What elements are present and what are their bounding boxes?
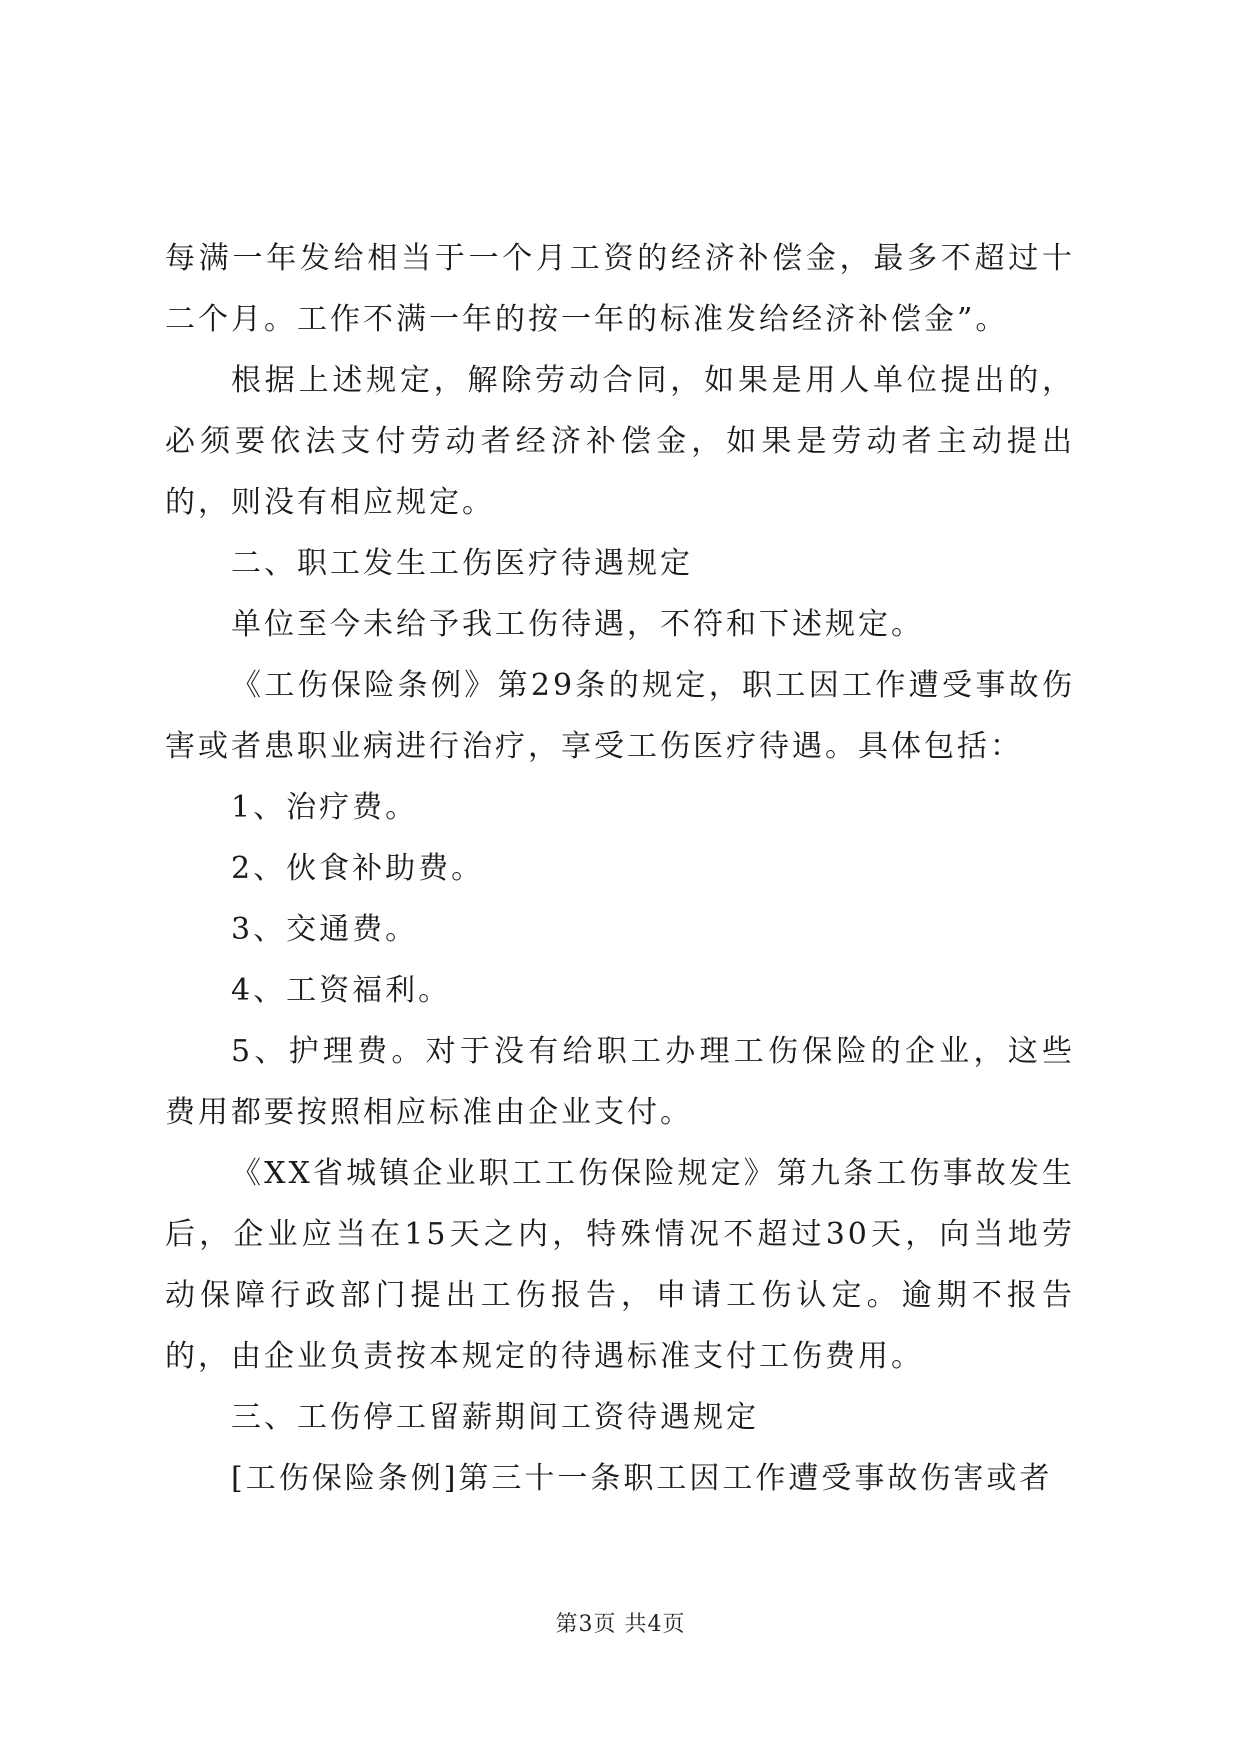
list-item-1: 1、治疗费。 (231, 790, 419, 825)
paragraph-6: [工伤保险条例]第三十一条职工因工作遭受事故伤害或者 (231, 1461, 1053, 1496)
paragraph-5: 《XX省城镇企业职工工伤保险规定》第九条工伤事故发生后，企业应当在15天之内，特殊情况不超过30天，向当地劳动保障行政部门提出工伤报告，申请工伤认定。逾期不报告的，由企业负责按本规定的待遇标准支付工伤费用。 (165, 1156, 1075, 1374)
document-body (165, 228, 1075, 1509)
paragraph-2: 根据上述规定，解除劳动合同，如果是用人单位提出的，必须要依法支付劳动者经济补偿金，如果是劳动者主动提出的，则没有相应规定。 (165, 363, 1075, 520)
list-item-4: 4、工资福利。 (231, 973, 452, 1008)
paragraph-3: 单位至今未给予我工伤待遇，不符和下述规定。 (231, 607, 924, 642)
paragraph-4: 《工伤保险条例》第29条的规定，职工因工作遭受事故伤害或者患职业病进行治疗，享受工伤医疗待遇。具体包括： (165, 668, 1075, 764)
list-item-3: 3、交通费。 (231, 912, 419, 947)
paragraph-1: 每满一年发给相当于一个月工资的经济补偿金，最多不超过十二个月。工作不满一年的按一年的标准发给经济补偿金”。 (165, 241, 1075, 337)
list-item-5: 5、护理费。对于没有给职工办理工伤保险的企业，这些费用都要按照相应标准由企业支付。 (165, 1034, 1075, 1130)
list-item-2: 2、伙食补助费。 (231, 851, 485, 886)
page-footer: 第3页 共4页 (555, 1612, 686, 1637)
section-heading-3: 三、工伤停工留薪期间工资待遇规定 (231, 1400, 759, 1435)
section-heading-2: 二、职工发生工伤医疗待遇规定 (231, 546, 693, 581)
